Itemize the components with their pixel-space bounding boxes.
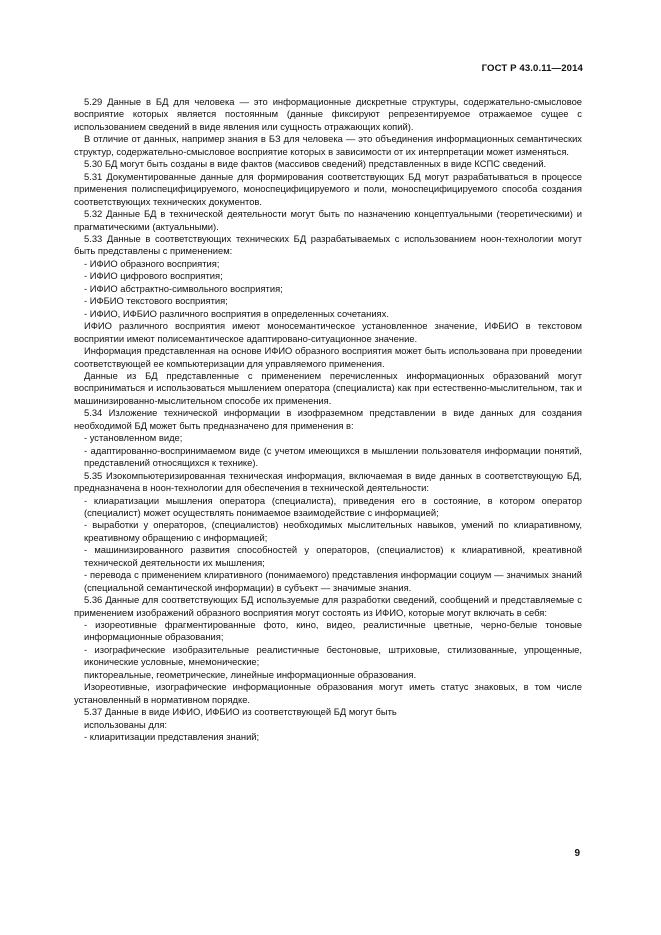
list-item: - перевода с применением клиративного (понимаемого) представления информации социум — значимых знаний (специальной семантической информации) в субъект — значимые знания. [84,569,582,593]
list-item: - клиаритизации представления знаний; [84,731,260,743]
list-item: - адаптированно-воспринимаемом виде (с учетом имеющихся в мышлении пользователя информации понятий, представлений относящихся к технике). [84,444,582,469]
paragraph: Изореотивные, изографические информационные образования могут иметь статус знаковых, в том числе установленный в нормативном порядке. [74,681,582,705]
list-item: - ИФИО цифрового восприятия; [84,270,223,282]
paragraph: 5.30 БД могут быть созданы в виде фактов (массивов сведений) представленных в виде КСПС сведений. [84,158,547,170]
paragraph: 5.35 Изокомпьютеризированная техническая информация, включаемая в виде данных в соответствующую БД, предназначена в ноон-технологии для обеспечения в технической деятельности: [74,469,582,494]
list-item: - машинизированного развития способностей у операторов, (специалистов) к клиаративной, креативной технической деятельности их мышления; [84,544,582,568]
paragraph: Информация представленная на основе ИФИО образного восприятия может быть использована при проведении соответствующей ее компьютеризации для управляемого применения. [74,345,582,369]
paragraph: 5.37 Данные в виде ИФИО, ИФБИО из соответствующей БД могут быть [84,706,397,718]
list-item: - выработки у операторов, (специалистов) необходимых мыслительных навыков, умений по клиаративному, креативному обращению с информацией; [84,519,582,543]
page-number: 9 [574,848,580,859]
list-item: - клиаратизации мышления оператора (специалиста), приведения его в состояние, в котором оператор (специалист) может осуществлять понимаемое взаимодействие с информацией; [84,494,582,518]
paragraph: использованы для: [84,718,168,730]
paragraph: 5.29 Данные в БД для человека — это информационные дискретные структуры, содержательно-смысловое восприятие которых является постоянным (данные фиксируют репрезентируемое отражаемое сущее с использованием сведений в виде явления или сущность отражающих копий). [74,96,582,132]
document-body [74,96,582,744]
paragraph: В отличие от данных, например знания в БЗ для человека — это объединения информационных семантических структур, содержательно-смысловое восприятие которых в зависимости от их интерпретации может изменяться. [74,133,582,157]
list-item: - изографические изобразительные реалистичные бестоновые, штриховые, стилизованные, упрощенные, иконические условные, мнемонические; [84,643,582,668]
paragraph: 5.34 Изложение технической информации в изофраземном представлении в виде данных для создания необходимой БД может быть предназначено для применения в: [74,407,582,431]
paragraph: 5.31 Документированные данные для формирования соответствующих БД могут разрабатываться в процессе применения полиспецифицируемого, моноспецифицируемого и поли, моноспецифицируемого способа создания соответствующих технических документов. [74,170,582,207]
list-item: - ИФИО образного восприятия; [84,257,220,269]
paragraph: 5.36 Данные для соответствующих БД используемые для разработки сведений, сообщений и представляемые с применением изображений образного восприятия могут состоять из ИФИО, которые могут включать в себя: [74,594,582,618]
document-code-header: ГОСТ Р 43.0.11—2014 [481,63,583,74]
list-item: - ИФИО абстрактно-символьного восприятия; [84,282,283,294]
paragraph: 5.32 Данные БД в технической деятельности могут быть по назначению концептуальными (теоретическими) и прагматическими (актуальными). [74,208,582,232]
paragraph: 5.33 Данные в соответствующих технических БД разрабатываемых с использованием ноон-технологии могут быть представлены с применением: [74,232,582,257]
paragraph: Данные из БД представленные с применением перечисленных информационных образований могут восприниматься и использоваться мышлением оператора (специалиста) как при естественно-мыслительном, так и машинизированно-мыслительном способе их применения. [74,369,582,406]
paragraph: пиктореальные, геометрические, линейные информационные образования. [84,668,417,680]
paragraph: ИФИО различного восприятия имеют моносемантическое установленное значение, ИФБИО в текстовом восприятии имеют полисемантическое адаптировано-ситуационное значение. [74,320,582,344]
list-item: - изореотивные фрагментированные фото, кино, видео, реалистичные цветные, черно-белые тоновые информационные образования; [84,619,582,643]
list-item: - ИФИО, ИФБИО различного восприятия в определенных сочетаниях. [84,307,389,319]
list-item: - установленном виде; [84,432,183,444]
list-item: - ИФБИО текстового восприятия; [84,295,228,307]
